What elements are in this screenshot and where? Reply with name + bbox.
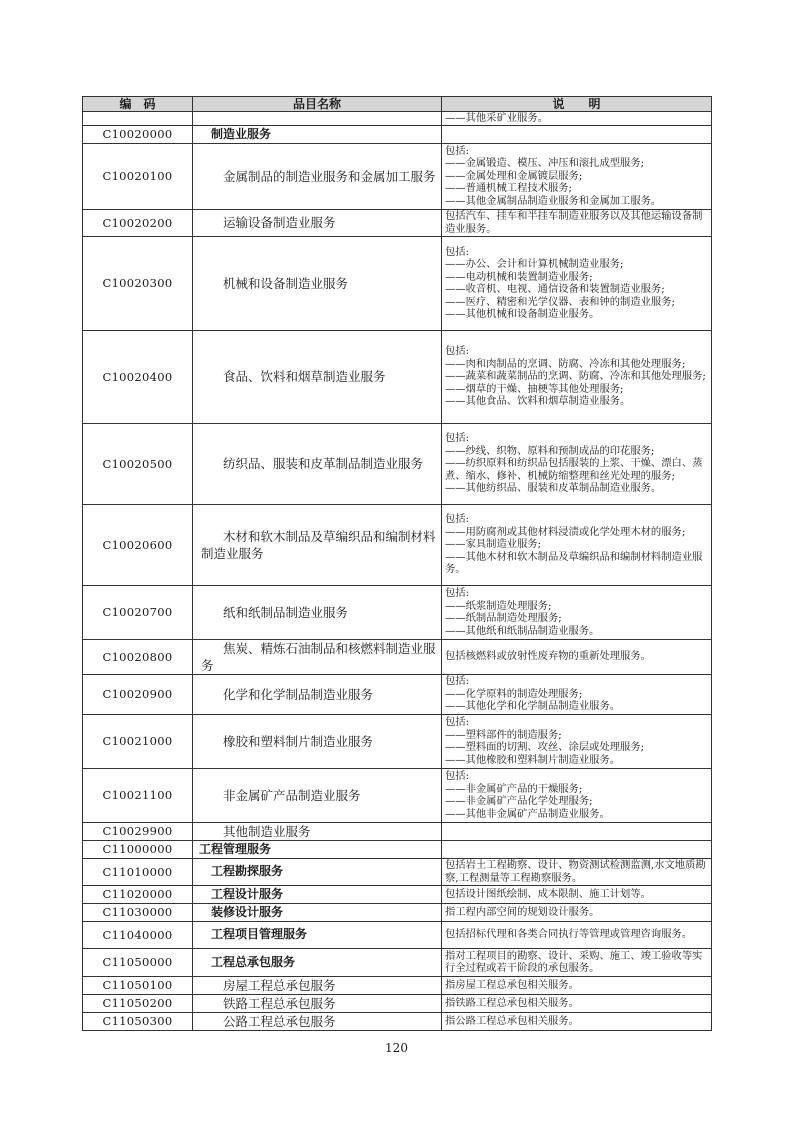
item-name: 铁路工程总承包服务: [193, 994, 442, 1012]
item-description: 包括: ——办公、会计和计算机械制造业服务; ——电动机械和装置制造业服务; ——收音机、电视、通信设备和装置制造业服务; ——医疗、精密和光学仪器、表和钟的制造业服务; ——其他机械和设备制造业服务。: [442, 236, 712, 330]
item-description: [442, 125, 712, 143]
item-name: 其他制造业服务: [193, 822, 442, 840]
item-description: 包括设计图纸绘制、成本限制、施工计划等。: [442, 885, 712, 903]
item-code: C11050200: [83, 994, 193, 1012]
table-row: [83, 112, 712, 126]
table-row: [83, 994, 712, 1012]
item-code: [83, 112, 193, 126]
table-row: [83, 585, 712, 639]
item-code: C11020000: [83, 885, 193, 903]
item-code: C10021100: [83, 768, 193, 822]
table-row: [83, 714, 712, 768]
table-row: [83, 1012, 712, 1030]
table-body: [83, 112, 712, 1031]
item-name: 房屋工程总承包服务: [193, 976, 442, 994]
header-row: [83, 97, 712, 112]
item-code: C11000000: [83, 840, 193, 858]
item-description: 指铁路工程总承包相关服务。: [442, 994, 712, 1012]
item-description: 包括: ——金属锻造、模压、冲压和滚扎成型服务; ——金属处理和金属镀层服务; ——普通机械工程技术服务; ——其他金属制品制造业服务和金属加工服务。: [442, 143, 712, 209]
item-name: 公路工程总承包服务: [193, 1012, 442, 1030]
item-name: 食品、饮料和烟草制造业服务: [193, 330, 442, 423]
item-name: 橡胶和塑料制片制造业服务: [193, 714, 442, 768]
item-code: C11050100: [83, 976, 193, 994]
table-row: [83, 209, 712, 236]
item-name: 工程设计服务: [193, 885, 442, 903]
item-description: 包括: ——化学原料的制造处理服务; ——其他化学和化学制品制造业服务。: [442, 674, 712, 714]
item-name: 机械和设备制造业服务: [193, 236, 442, 330]
item-name: 工程总承包服务: [193, 948, 442, 976]
table-row: [83, 674, 712, 714]
item-name: 焦炭、精炼石油制品和核燃料制造业服务: [193, 639, 442, 674]
item-description: 包括: ——肉和肉制品的烹调、防腐、冷冻和其他处理服务; ——蔬菜和蔬菜制品的烹调、防腐、冷冻和其他处理服务; ——烟草的干燥、抽梗等其他处理服务; ——其他食品、饮料和烟草制造业服务。: [442, 330, 712, 423]
item-code: C10020600: [83, 504, 193, 585]
table-row: [83, 921, 712, 948]
table-row: [83, 330, 712, 423]
table-row: [83, 840, 712, 858]
table-row: [83, 858, 712, 885]
item-name: 工程项目管理服务: [193, 921, 442, 948]
item-code: C11050300: [83, 1012, 193, 1030]
item-code: C11040000: [83, 921, 193, 948]
item-description: 指对工程项目的勘察、设计、采购、施工、竣工验收等实行全过程或若干阶段的承包服务。: [442, 948, 712, 976]
table-row: [83, 885, 712, 903]
item-description: 指工程内部空间的规划设计服务。: [442, 903, 712, 921]
item-description: 指房屋工程总承包相关服务。: [442, 976, 712, 994]
item-name: 非金属矿产品制造业服务: [193, 768, 442, 822]
table-row: [83, 903, 712, 921]
item-description: 指公路工程总承包相关服务。: [442, 1012, 712, 1030]
item-code: C10020100: [83, 143, 193, 209]
page-number: 120: [385, 1041, 408, 1055]
item-code: C11030000: [83, 903, 193, 921]
table-row: [83, 504, 712, 585]
item-code: C10021000: [83, 714, 193, 768]
item-name: 纸和纸制品制造业服务: [193, 585, 442, 639]
item-name: 化学和化学制品制造业服务: [193, 674, 442, 714]
item-code: C10020800: [83, 639, 193, 674]
item-name: 运输设备制造业服务: [193, 209, 442, 236]
table-row: [83, 948, 712, 976]
header-code: 编 码: [83, 97, 193, 112]
item-description: 包括: ——纱线、织物、原料和预制成品的印花服务; ——纺织原料和纺织品包括服装的上浆、干燥、漂白、蒸煮、缩水、修补、机械防缩整理和丝光处理的服务; ——其他纺织品、服装和皮革制品制造业服务。: [442, 423, 712, 504]
item-description: 包括核燃料或放射性废弃物的重新处理服务。: [442, 639, 712, 674]
table-row: [83, 976, 712, 994]
item-name: 纺织品、服装和皮革制品制造业服务: [193, 423, 442, 504]
table-row: [83, 236, 712, 330]
header-desc: 说 明: [442, 97, 712, 112]
item-name: 金属制品的制造业服务和金属加工服务: [193, 143, 442, 209]
item-description: ——其他采矿业服务。: [442, 112, 712, 126]
item-code: C10020300: [83, 236, 193, 330]
item-description: 包括: ——纸浆制造处理服务; ——纸制品制造处理服务; ——其他纸和纸制品制造业服务。: [442, 585, 712, 639]
item-description: [442, 822, 712, 840]
item-code: C11050000: [83, 948, 193, 976]
item-description: 包括汽车、挂车和半挂车制造业服务以及其他运输设备制造业服务。: [442, 209, 712, 236]
item-name: 工程管理服务: [193, 840, 442, 858]
catalog-table: [82, 96, 712, 1031]
item-name: 工程勘探服务: [193, 858, 442, 885]
item-description: 包括岩土工程勘察、设计、物资测试检测监测,水文地质勘察,工程测量等工程勘察服务。: [442, 858, 712, 885]
table-row: [83, 143, 712, 209]
item-description: 包括: ——塑料部件的制造服务; ——塑料面的切割、攻丝、涂层或处理服务; ——其他橡胶和塑料制片制造业服务。: [442, 714, 712, 768]
item-code: C11010000: [83, 858, 193, 885]
item-name: 木材和软木制品及草编织品和编制材料制造业服务: [193, 504, 442, 585]
item-code: C10020500: [83, 423, 193, 504]
table-row: [83, 822, 712, 840]
table-row: [83, 768, 712, 822]
table-row: [83, 639, 712, 674]
item-description: 包括: ——非金属矿产品的干燥服务; ——非金属矿产品化学处理服务; ——其他非金属矿产品制造业服务。: [442, 768, 712, 822]
item-description: 包括: ——用防腐剂或其他材料浸渍或化学处理木材的服务; ——家具制造业服务; ——其他木材和软木制品及草编织品和编制材料制造业服务。: [442, 504, 712, 585]
table-row: [83, 423, 712, 504]
item-name: [193, 112, 442, 126]
item-name: 制造业服务: [193, 125, 442, 143]
item-code: C10020000: [83, 125, 193, 143]
item-code: C10029900: [83, 822, 193, 840]
item-description: [442, 840, 712, 858]
header-name: 品目名称: [193, 97, 442, 112]
table-row: [83, 125, 712, 143]
item-description: 包括招标代理和各类合同执行等管理或管理咨询服务。: [442, 921, 712, 948]
item-code: C10020200: [83, 209, 193, 236]
item-code: C10020400: [83, 330, 193, 423]
item-code: C10020700: [83, 585, 193, 639]
item-code: C10020900: [83, 674, 193, 714]
item-name: 装修设计服务: [193, 903, 442, 921]
